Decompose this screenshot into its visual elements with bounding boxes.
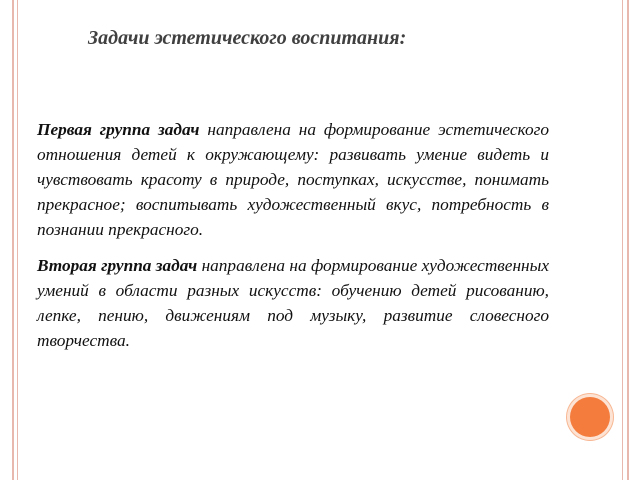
paragraph-lead: Первая группа задач (37, 120, 200, 139)
left-border-inner-line (17, 0, 18, 480)
right-border-inner-line (622, 0, 623, 480)
paragraph-lead: Вторая группа задач (37, 256, 198, 275)
left-border-outer-line (12, 0, 14, 480)
paragraph-text: направлена на формирование художественных умений в области разных искусств: обучению детей рисованию, лепке, пению, движениям под музыку, развитие словесного творчества. (37, 256, 549, 350)
paragraph-second-group (37, 253, 549, 353)
slide-body (37, 117, 549, 353)
paragraph-first-group (37, 117, 549, 242)
slide-title: Задачи эстетического воспитания: (88, 27, 407, 49)
paragraph-text: направлена на формирование эстетического отношения детей к окружающему: развивать умение видеть и чувствовать красоту в природе, поступках, искусстве, понимать прекрасное; воспитывать художественный вкус, потребность в познании прекрасного. (37, 120, 549, 239)
right-border-outer-line (627, 0, 629, 480)
decorative-circle-icon (570, 397, 610, 437)
